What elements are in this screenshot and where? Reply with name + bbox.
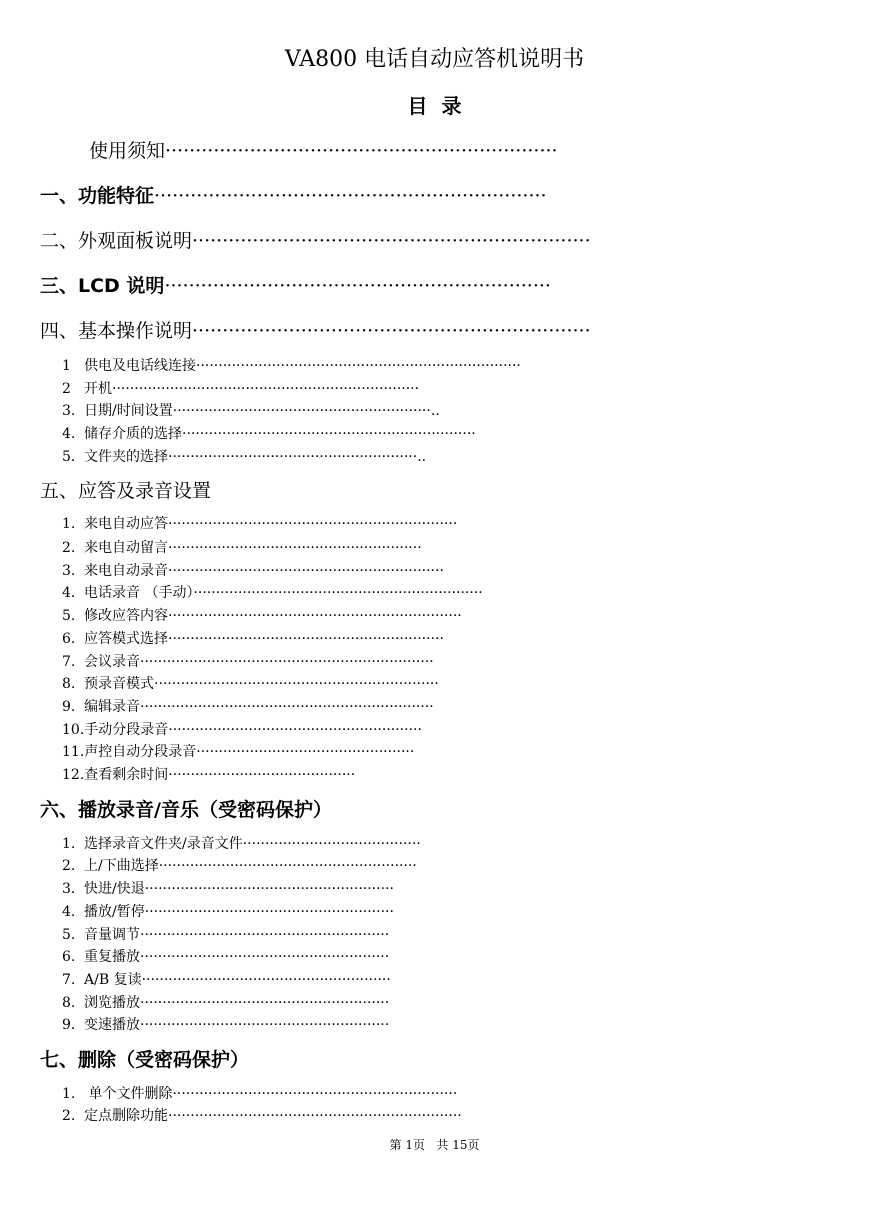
toc-leader-dots: ················································· <box>196 744 415 760</box>
toc-item[interactable] <box>62 837 421 851</box>
toc-leader-dots: ·········································· <box>168 767 356 783</box>
toc-leader-dots: ························································ <box>140 949 390 965</box>
toc-item-number: 9. <box>62 1017 76 1033</box>
toc-item-number: 12. <box>62 767 85 783</box>
toc-item[interactable] <box>62 859 417 873</box>
toc-entry-preface[interactable] <box>89 142 558 161</box>
toc-item-number: 5. <box>62 608 76 624</box>
toc-leader-dots: ·································································· <box>192 230 591 252</box>
toc-item-label: 音量调节 <box>84 927 140 943</box>
toc-item-label: 变速播放 <box>84 1017 140 1033</box>
toc-item-label: 单个文件删除 <box>84 1086 173 1102</box>
toc-leader-dots: ························································· <box>168 540 422 556</box>
toc-item-label: 应答模式选择 <box>84 631 168 647</box>
toc-item-number: 7. <box>62 972 76 988</box>
toc-item-label: 日期/时间设置 <box>84 403 173 419</box>
toc-section-6[interactable] <box>40 801 332 820</box>
toc-item-number: 2. <box>62 540 76 556</box>
toc-item-number: 2. <box>62 1108 76 1124</box>
toc-section-5[interactable] <box>40 482 211 501</box>
toc-item-label: 定点删除功能 <box>84 1108 168 1124</box>
toc-section-label: 五、应答及录音设置 <box>40 480 212 502</box>
toc-item[interactable] <box>62 564 444 578</box>
toc-item-label: 会议录音 <box>84 654 140 670</box>
toc-item-label: 预录音模式 <box>84 676 154 692</box>
toc-leader-dots: ························································ <box>144 881 394 897</box>
toc-item-number: 1 <box>62 358 71 374</box>
toc-leader-dots: ································································· <box>165 140 558 162</box>
toc-item-number: 2. <box>62 858 76 874</box>
toc-item[interactable] <box>62 427 476 441</box>
toc-leader-dots: ························································ <box>140 927 390 943</box>
toc-item-label: 电话录音 （手动） <box>84 585 194 601</box>
toc-leader-dots: ·································································· <box>168 1108 462 1124</box>
toc-leader-dots: ·································································· <box>192 320 591 342</box>
toc-item-number: 3. <box>62 403 76 419</box>
toc-section-7[interactable] <box>40 1051 249 1070</box>
toc-section-label: 四、基本操作说明 <box>40 320 193 342</box>
toc-item[interactable] <box>62 1109 462 1123</box>
toc-item-label: 重复播放 <box>84 949 140 965</box>
toc-section-label: 七、删除（受密码保护） <box>40 1049 250 1071</box>
toc-item[interactable] <box>62 450 426 464</box>
toc-item-number: 8. <box>62 676 76 692</box>
toc-item-label: 浏览播放 <box>84 995 140 1011</box>
toc-item-number: 1. <box>62 516 76 532</box>
toc-item[interactable] <box>62 905 394 919</box>
toc-section-2[interactable] <box>40 232 591 251</box>
toc-item-number: 5. <box>62 449 76 465</box>
toc-item-label: 来电自动留言 <box>84 540 168 556</box>
toc-item[interactable] <box>62 745 414 759</box>
toc-leader-dots: ·································································· <box>140 654 434 670</box>
toc-section-1[interactable] <box>40 187 547 206</box>
toc-leader-dots: ·································································· <box>140 699 434 715</box>
toc-item-label: 上/下曲选择 <box>84 858 159 874</box>
toc-item-label: 供电及电话线连接 <box>84 358 196 374</box>
toc-leader-dots: ································································ <box>164 275 551 297</box>
toc-leader-dots: ········································ <box>242 836 421 852</box>
toc-leader-dots: ························································ <box>141 972 391 988</box>
toc-item-number: 2 <box>62 381 71 397</box>
toc-item-label: 储存介质的选择 <box>84 426 182 442</box>
toc-leader-dots: ························································ <box>140 995 390 1011</box>
toc-item[interactable] <box>62 1018 389 1032</box>
toc-item-number: 6. <box>62 949 76 965</box>
toc-item-number: 1. <box>62 836 76 852</box>
toc-item[interactable] <box>62 723 422 737</box>
toc-leader-dots: ································································· <box>168 516 458 532</box>
toc-leader-dots: ··························································.. <box>172 403 440 419</box>
toc-item[interactable] <box>62 382 419 396</box>
toc-section-label: 一、功能特征 <box>40 185 155 207</box>
toc-item-number: 1. <box>62 1086 76 1102</box>
toc-leader-dots: ························································· <box>168 722 422 738</box>
toc-item[interactable] <box>62 950 389 964</box>
toc-item[interactable] <box>62 541 422 555</box>
toc-item-label: A/B 复读 <box>84 972 142 988</box>
toc-item[interactable] <box>62 928 389 942</box>
toc-leader-dots: ································································· <box>154 185 547 207</box>
toc-item[interactable] <box>62 655 434 669</box>
document-title: VA800 电话自动应答机说明书 <box>284 47 585 72</box>
toc-item-label: 选择录音文件夹/录音文件 <box>84 836 243 852</box>
toc-leader-dots: ········································································· <box>196 358 521 374</box>
toc-item[interactable] <box>62 700 434 714</box>
toc-heading: 目 录 <box>407 94 462 118</box>
toc-item-number: 3. <box>62 881 76 897</box>
toc-leader-dots: ·································································· <box>182 426 476 442</box>
toc-item-label: 快进/快退 <box>84 881 145 897</box>
toc-item-number: 8. <box>62 995 76 1011</box>
toc-item-label: 文件夹的选择 <box>84 449 168 465</box>
toc-item[interactable] <box>62 609 462 623</box>
toc-leader-dots: ······························································ <box>168 563 444 579</box>
toc-item-label: 查看剩余时间 <box>84 767 169 783</box>
toc-item-label: 来电自动应答 <box>84 516 168 532</box>
toc-leader-dots: ····································································· <box>112 381 420 397</box>
toc-leader-dots: ································································ <box>172 1086 458 1102</box>
toc-item-label: 编辑录音 <box>84 699 140 715</box>
toc-item-number: 3. <box>62 563 76 579</box>
toc-item-number: 11. <box>62 744 85 760</box>
page-footer: 第 1页 共 15页 <box>389 1138 480 1152</box>
toc-item[interactable] <box>62 973 391 987</box>
toc-item[interactable] <box>62 768 355 782</box>
toc-section-label: 三、LCD 说明 <box>40 275 165 297</box>
toc-section-4[interactable] <box>40 322 591 341</box>
toc-item-label: 修改应答内容 <box>84 608 168 624</box>
toc-leader-dots: ······························································ <box>168 631 444 647</box>
toc-item-label: 播放/暂停 <box>84 904 145 920</box>
toc-item[interactable] <box>62 1087 457 1101</box>
toc-leader-dots: ·························································· <box>158 858 417 874</box>
toc-leader-dots: ························································ <box>140 1017 390 1033</box>
toc-item-number: 6. <box>62 631 76 647</box>
toc-item-number: 4. <box>62 904 76 920</box>
toc-item-number: 5. <box>62 927 76 943</box>
toc-item-label: 开机 <box>84 381 112 397</box>
toc-entry-label: 使用须知 <box>89 140 166 162</box>
toc-item[interactable] <box>62 882 394 896</box>
toc-item-number: 4. <box>62 426 76 442</box>
toc-item[interactable] <box>62 996 389 1010</box>
toc-item[interactable] <box>62 632 444 646</box>
toc-item-label: 来电自动录音 <box>84 563 168 579</box>
toc-item-number: 4. <box>62 585 76 601</box>
toc-leader-dots: ························································.. <box>168 449 427 465</box>
toc-section-label: 六、播放录音/音乐（受密码保护） <box>40 799 332 821</box>
toc-leader-dots: ·································································· <box>168 608 462 624</box>
toc-item-number: 9. <box>62 699 76 715</box>
toc-section-3[interactable] <box>40 277 551 296</box>
toc-item[interactable] <box>62 359 521 373</box>
toc-item-number: 10. <box>62 722 85 738</box>
toc-item[interactable] <box>62 517 457 531</box>
toc-leader-dots: ································································ <box>154 676 439 692</box>
toc-item-label: 声控自动分段录音 <box>84 744 197 760</box>
toc-section-label: 二、外观面板说明 <box>40 230 193 252</box>
toc-item-number: 7. <box>62 654 76 670</box>
toc-leader-dots: ································································· <box>193 585 483 601</box>
toc-leader-dots: ························································ <box>144 904 394 920</box>
toc-item-label: 手动分段录音 <box>84 722 169 738</box>
toc-item[interactable] <box>62 586 483 600</box>
toc-item[interactable] <box>62 677 439 691</box>
toc-item[interactable] <box>62 404 440 418</box>
